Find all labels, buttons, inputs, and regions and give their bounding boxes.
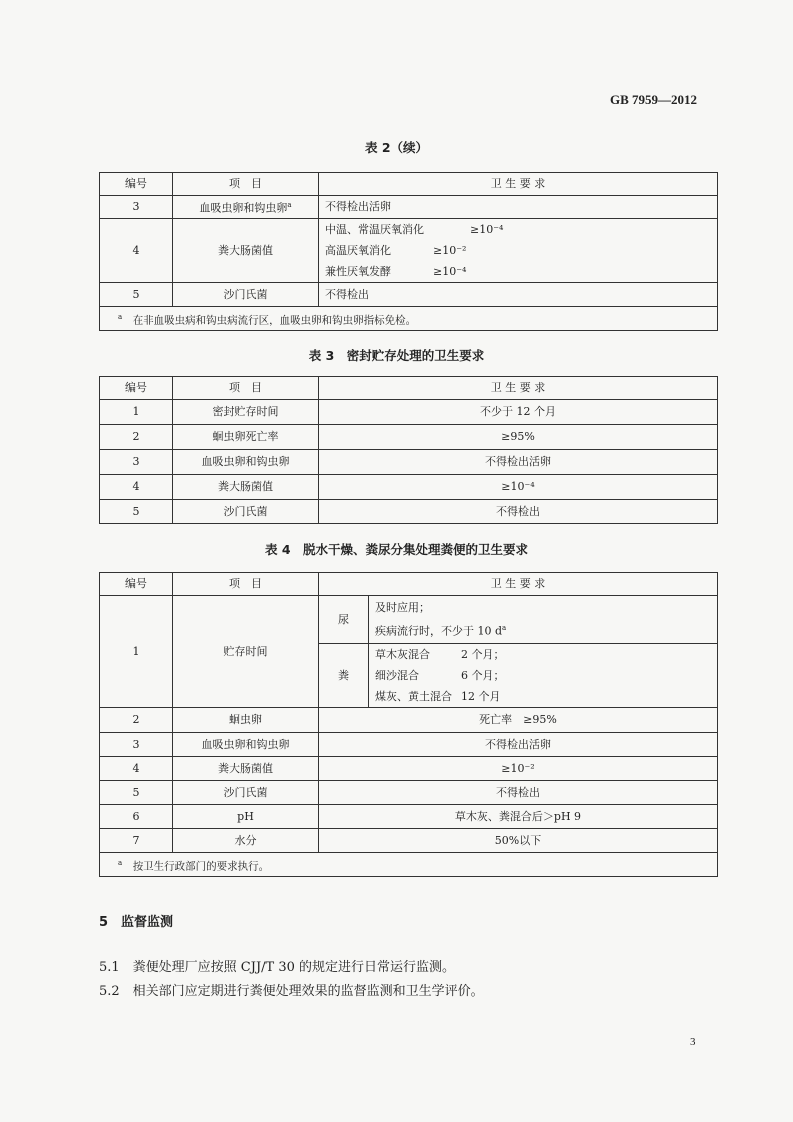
page-number: 3 (690, 1036, 696, 1048)
row-item: 沙门氏菌 (173, 283, 319, 307)
table-row (100, 475, 718, 500)
table2 (99, 172, 718, 331)
col-header-req: 卫 生 要 求 (319, 573, 718, 596)
table4-header-row (100, 573, 718, 596)
row-req: 不得检出 (319, 283, 718, 307)
table3-header-row (100, 377, 718, 400)
req-line: 高温厌氧消化 ≥10⁻² (325, 244, 467, 257)
req-line: 草木灰混合 2 个月； (375, 648, 505, 661)
row-item: 血吸虫卵和钩虫卵 (173, 733, 319, 757)
row-no: 3 (100, 450, 173, 475)
table-row (100, 733, 718, 757)
table-row (100, 400, 718, 425)
col-header-item: 项 目 (173, 573, 319, 596)
row-item: 粪大肠菌值 (173, 219, 319, 283)
footnote-mark: a (287, 201, 292, 210)
clause-5-2: 5.2 相关部门应定期进行粪便处理效果的监督监测和卫生学评价。 (99, 984, 484, 999)
row-no: 1 (100, 400, 173, 425)
table-row (100, 829, 718, 853)
table-note: $^a$ 按卫生行政部门的要求执行。 (100, 853, 718, 877)
row-req: 不少于 12 个月 (319, 400, 718, 425)
table2-caption: 表 2（续） (364, 140, 429, 155)
row-item: 沙门氏菌 (173, 781, 319, 805)
row-item: 粪大肠菌值 (173, 757, 319, 781)
row-no: 4 (100, 219, 173, 283)
row-no: 7 (100, 829, 173, 853)
row-item: 密封贮存时间 (173, 400, 319, 425)
req-line: 煤灰、黄土混合 12 个月 (375, 690, 501, 703)
table-note: $^a$ 在非血吸虫病和钩虫病流行区，血吸虫卵和钩虫卵指标免检。 (100, 307, 718, 331)
row-req: 不得检出 (319, 781, 718, 805)
table2-header-row (100, 173, 718, 196)
row-no: 5 (100, 283, 173, 307)
col-header-req: 卫 生 要 求 (319, 377, 718, 400)
req-line: 及时应用； (375, 601, 430, 615)
row-req: ≥95% (319, 425, 718, 450)
col-header-req: 卫 生 要 求 (319, 173, 718, 196)
row-item: 粪大肠菌值 (173, 475, 319, 500)
row-no: 3 (100, 196, 173, 219)
row-req: 不得检出活卵 (319, 450, 718, 475)
footnote-mark: a (118, 858, 123, 867)
table3 (99, 376, 718, 524)
row-req: 50%以下 (319, 829, 718, 853)
table3-caption: 表 3 密封贮存处理的卫生要求 (308, 348, 485, 363)
row-item: 贮存时间 (173, 596, 319, 708)
row-req: 不得检出 (319, 500, 718, 524)
req-line: 疾病流行时，不少于 10 $d^a$ (375, 624, 507, 638)
table-row (100, 757, 718, 781)
table2-note-row (100, 307, 718, 331)
row-no: 1 (100, 596, 173, 708)
table-row (100, 781, 718, 805)
table4-note-row (100, 853, 718, 877)
row-no: 6 (100, 805, 173, 829)
req-line: 中温、常温厌氧消化 ≥10⁻⁴ (325, 223, 504, 236)
row-no: 3 (100, 733, 173, 757)
col-header-item: 项 目 (173, 173, 319, 196)
table-row (100, 425, 718, 450)
col-header-no: 编号 (100, 573, 173, 596)
col-header-item: 项 目 (173, 377, 319, 400)
footnote-mark: a (502, 624, 507, 633)
row-req: ≥10⁻⁴ (319, 475, 718, 500)
row-req: 草木灰、粪混合后＞pH 9 (319, 805, 718, 829)
row-item: 血吸虫卵和钩虫卵 (173, 450, 319, 475)
row-req: 不得检出活卵 (319, 733, 718, 757)
row-item: 蛔虫卵 (173, 708, 319, 733)
table-row (100, 500, 718, 524)
urine-req (369, 596, 718, 644)
standard-code: GB 7959—2012 (610, 92, 698, 107)
feces-req (369, 644, 718, 708)
row-req: 死亡率 ≥95% (319, 708, 718, 733)
row-req (319, 219, 718, 283)
table-row (100, 283, 718, 307)
row-no: 4 (100, 757, 173, 781)
table-row (100, 450, 718, 475)
row-item: 水分 (173, 829, 319, 853)
table4-caption: 表 4 脱水干燥、粪尿分集处理粪便的卫生要求 (264, 542, 529, 557)
table4 (99, 572, 718, 877)
row-no: 2 (100, 425, 173, 450)
table-row (100, 219, 718, 283)
table-row (100, 196, 718, 219)
col-header-no: 编号 (100, 377, 173, 400)
feces-label: 粪 (319, 644, 369, 708)
row-no: 5 (100, 500, 173, 524)
table-row (100, 708, 718, 733)
table-row (100, 805, 718, 829)
col-header-no: 编号 (100, 173, 173, 196)
req-line: 兼性厌氧发酵 ≥10⁻⁴ (325, 265, 467, 278)
section-title: 5 监督监测 (99, 915, 174, 930)
row-no: 2 (100, 708, 173, 733)
row-req: ≥10⁻² (319, 757, 718, 781)
row-req: 不得检出活卵 (319, 196, 718, 219)
row-item: pH (173, 805, 319, 829)
row-no: 4 (100, 475, 173, 500)
req-line: 细沙混合 6 个月； (375, 669, 505, 682)
clause-5-1: 5.1 粪便处理厂应按照 CJJ/T 30 的规定进行日常运行监测。 (99, 960, 456, 975)
table-row (100, 596, 718, 644)
row-item: 沙门氏菌 (173, 500, 319, 524)
row-no: 5 (100, 781, 173, 805)
row-item: 蛔虫卵死亡率 (173, 425, 319, 450)
row-item: 血吸虫卵和钩虫卵$^a$ (173, 196, 319, 219)
footnote-mark: a (118, 312, 123, 321)
urine-label: 尿 (319, 596, 369, 644)
